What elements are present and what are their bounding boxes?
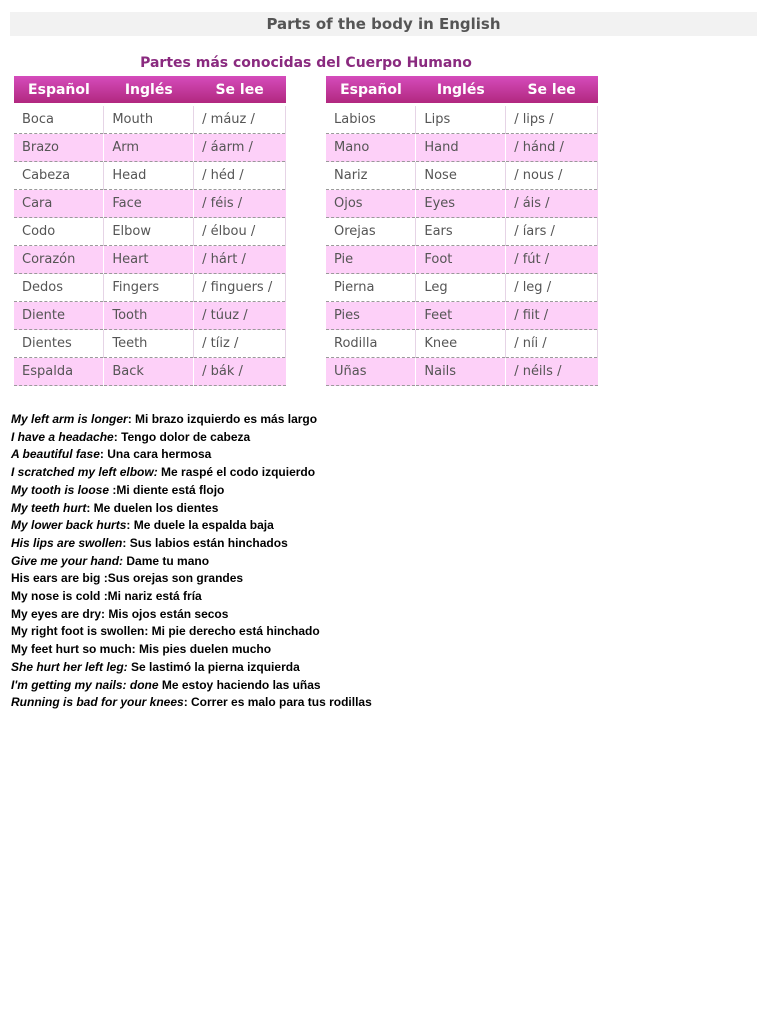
sentence-line (11, 429, 711, 447)
cell-espanol: Ojos (326, 190, 416, 218)
sentence-line (11, 623, 711, 641)
sentence-translation: Se lastimó la pierna izquierda (127, 659, 300, 674)
cell-se-lee: / máuz / (194, 105, 286, 134)
cell-espanol: Dedos (14, 274, 104, 302)
cell-ingles: Nails (416, 358, 506, 386)
sentence-line (11, 588, 711, 606)
table-row (14, 134, 286, 162)
cell-espanol: Nariz (326, 162, 416, 190)
example-sentences (11, 411, 711, 712)
cell-espanol: Mano (326, 134, 416, 162)
cell-se-lee: / tíiz / (194, 330, 286, 358)
table-row (14, 190, 286, 218)
sentence-translation: : Me duelen los dientes (86, 500, 219, 515)
sentence-line (11, 446, 711, 464)
sentence-english: His lips are swollen (11, 535, 123, 550)
header-espanol: Español (14, 76, 104, 105)
cell-espanol: Boca (14, 105, 104, 134)
table-heading: Partes más conocidas del Cuerpo Humano (140, 55, 472, 71)
cell-espanol: Pierna (326, 274, 416, 302)
sentence-translation: His ears are big :Sus orejas son grandes (11, 571, 244, 586)
cell-ingles: Feet (416, 302, 506, 330)
table-row (14, 358, 286, 386)
sentence-translation: Me raspé el codo izquierdo (157, 465, 316, 480)
cell-espanol: Orejas (326, 218, 416, 246)
cell-se-lee: / níi / (506, 330, 598, 358)
table-row (326, 302, 598, 330)
cell-espanol: Codo (14, 218, 104, 246)
cell-se-lee: / túuz / (194, 302, 286, 330)
sentence-translation: : Correr es malo para tus rodillas (183, 695, 372, 710)
cell-se-lee: / élbou / (194, 218, 286, 246)
sentence-translation: : Sus labios están hinchados (122, 535, 288, 550)
table-row (14, 218, 286, 246)
table-row (14, 330, 286, 358)
sentence-english: My tooth is loose (11, 482, 110, 497)
cell-se-lee: / hánd / (506, 134, 598, 162)
header-se-lee: Se lee (506, 76, 598, 105)
cell-se-lee: / áarm / (194, 134, 286, 162)
header-ingles: Inglés (416, 76, 506, 105)
sentence-translation: : Mi brazo izquierdo es más largo (127, 412, 318, 426)
sentence-translation: : Una cara hermosa (99, 447, 212, 462)
sentence-line (11, 482, 711, 500)
cell-ingles: Arm (104, 134, 194, 162)
sentence-english: She hurt her left leg: (11, 659, 128, 674)
cell-espanol: Cabeza (14, 162, 104, 190)
header-se-lee: Se lee (194, 76, 286, 105)
table-row (14, 274, 286, 302)
sentence-english: I have a headache (11, 429, 114, 444)
sentence-english: My left arm is longer (11, 412, 128, 426)
sentence-line (11, 677, 711, 695)
cell-espanol: Brazo (14, 134, 104, 162)
table-row (14, 105, 286, 134)
cell-se-lee: / finguers / (194, 274, 286, 302)
cell-se-lee: / héd / (194, 162, 286, 190)
sentence-english: I scratched my left elbow: (11, 465, 158, 480)
sentence-translation: :Mi diente está flojo (109, 482, 225, 497)
cell-se-lee: / fiit / (506, 302, 598, 330)
sentence-translation: My nose is cold :Mi nariz está fría (11, 589, 202, 604)
cell-se-lee: / fút / (506, 246, 598, 274)
table-row (14, 162, 286, 190)
sentence-line (11, 659, 711, 677)
table-row (14, 246, 286, 274)
cell-ingles: Tooth (104, 302, 194, 330)
sentence-line (11, 535, 711, 553)
sentence-english: Running is bad for your knees (11, 695, 184, 710)
sentence-line (11, 606, 711, 624)
cell-ingles: Eyes (416, 190, 506, 218)
cell-espanol: Uñas (326, 358, 416, 386)
sentence-translation: Dame tu mano (123, 553, 210, 568)
table-row (326, 105, 598, 134)
cell-se-lee: / néils / (506, 358, 598, 386)
sentence-line (11, 553, 711, 571)
cell-espanol: Corazón (14, 246, 104, 274)
cell-ingles: Head (104, 162, 194, 190)
cell-ingles: Ears (416, 218, 506, 246)
sentence-line (11, 641, 711, 659)
sentence-translation: Me estoy haciendo las uñas (158, 677, 321, 692)
cell-espanol: Dientes (14, 330, 104, 358)
sentence-english: My lower back hurts (11, 518, 127, 533)
table-row (326, 330, 598, 358)
cell-se-lee: / áis / (506, 190, 598, 218)
cell-ingles: Hand (416, 134, 506, 162)
sentence-english: I'm getting my nails: done (11, 677, 159, 692)
cell-espanol: Espalda (14, 358, 104, 386)
vocab-table-left (14, 76, 286, 386)
cell-se-lee: / nous / (506, 162, 598, 190)
sentence-line (11, 464, 711, 482)
vocab-table-body (14, 105, 286, 386)
cell-ingles: Teeth (104, 330, 194, 358)
cell-ingles: Leg (416, 274, 506, 302)
header-ingles: Inglés (104, 76, 194, 105)
table-row (326, 162, 598, 190)
cell-ingles: Lips (416, 105, 506, 134)
sentence-line (11, 411, 711, 429)
cell-ingles: Heart (104, 246, 194, 274)
sentence-english: A beautiful fase (11, 447, 100, 462)
cell-espanol: Pie (326, 246, 416, 274)
sentence-line (11, 694, 711, 712)
sentence-line (11, 517, 711, 535)
cell-espanol: Diente (14, 302, 104, 330)
table-row (326, 134, 598, 162)
cell-ingles: Knee (416, 330, 506, 358)
table-row (326, 274, 598, 302)
vocab-table-right (326, 76, 598, 386)
table-row (14, 302, 286, 330)
cell-ingles: Mouth (104, 105, 194, 134)
sentence-line (11, 500, 711, 518)
cell-ingles: Nose (416, 162, 506, 190)
cell-espanol: Rodilla (326, 330, 416, 358)
cell-se-lee: / íars / (506, 218, 598, 246)
cell-ingles: Face (104, 190, 194, 218)
table-row (326, 218, 598, 246)
cell-se-lee: / leg / (506, 274, 598, 302)
sentence-translation: : Tengo dolor de cabeza (113, 429, 251, 444)
cell-ingles: Back (104, 358, 194, 386)
cell-se-lee: / hárt / (194, 246, 286, 274)
sentence-translation: My eyes are dry: Mis ojos están secos (11, 606, 229, 621)
cell-ingles: Foot (416, 246, 506, 274)
header-espanol: Español (326, 76, 416, 105)
page-title: Parts of the body in English (10, 12, 757, 36)
sentence-line (11, 570, 711, 588)
cell-espanol: Pies (326, 302, 416, 330)
cell-espanol: Cara (14, 190, 104, 218)
table-row (326, 358, 598, 386)
sentence-translation: My right foot is swollen: Mi pie derecho está hinchado (11, 624, 320, 639)
vocab-table-body (326, 105, 598, 386)
cell-se-lee: / bák / (194, 358, 286, 386)
table-row (326, 246, 598, 274)
sentence-english: My teeth hurt (11, 500, 87, 515)
cell-espanol: Labios (326, 105, 416, 134)
cell-ingles: Fingers (104, 274, 194, 302)
table-row (326, 190, 598, 218)
cell-se-lee: / lips / (506, 105, 598, 134)
cell-ingles: Elbow (104, 218, 194, 246)
sentence-english: Give me your hand: (11, 553, 124, 568)
sentence-translation: My feet hurt so much: Mis pies duelen mucho (11, 642, 272, 657)
sentence-translation: : Me duele la espalda baja (126, 518, 274, 533)
cell-se-lee: / féis / (194, 190, 286, 218)
